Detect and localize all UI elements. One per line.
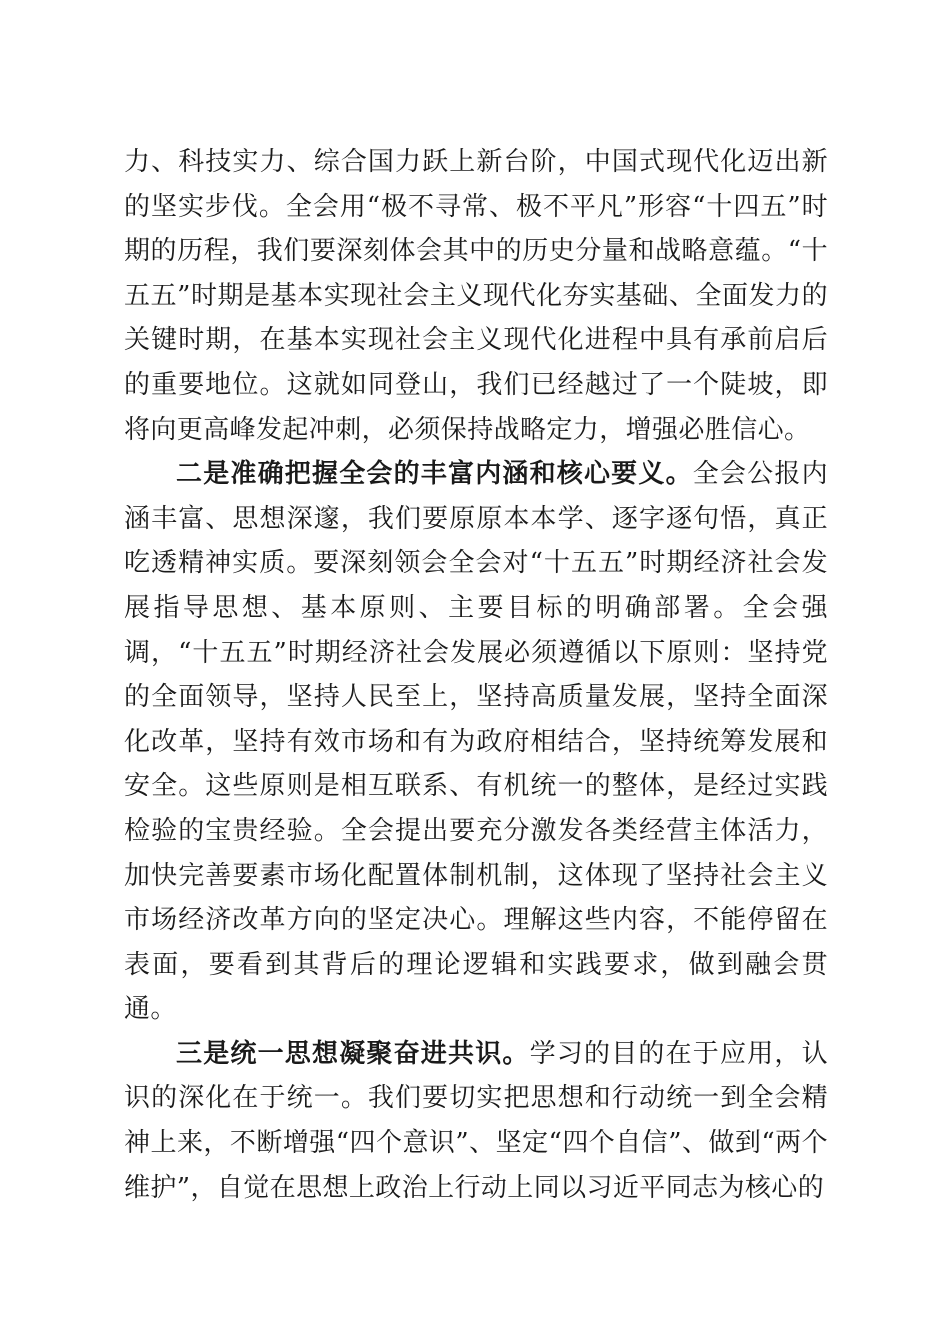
paragraph-lead-heading: 二是准确把握全会的丰富内涵和核心要义。 bbox=[176, 459, 693, 490]
paragraph-text: 全会公报内涵丰富、思想深邃，我们要原原本本学、逐字逐句悟，真正吃透精神实质。要深刻领会全会对“十五五”时期经济社会发展指导思想、基本原则、主要目标的明确部署。全会强调，“十五五”时期经济社会发展必须遵循以下原则：坚持党的全面领导，坚持人民至上，坚持高质量发展，坚持全面深化改革，坚持有效市场和有为政府相结合，坚持统筹发展和安全。这些原则是相互联系、有机统一的整体，是经过实践检验的宝贵经验。全会提出要充分激发各类经营主体活力，加快完善要素市场化配置体制机制，这体现了坚持社会主义市场经济改革方向的坚定决心。理解这些内容，不能停留在表面，要看到其背后的理论逻辑和实践要求，做到融会贯通。 bbox=[124, 459, 828, 1025]
paragraph-point-two bbox=[124, 452, 828, 1032]
paragraph-lead-heading: 三是统一思想凝聚奋进共识。 bbox=[176, 1038, 530, 1069]
paragraph-text: 力、科技实力、综合国力跃上新台阶，中国式现代化迈出新的坚实步伐。全会用“极不寻常、极不平凡”形容“十四五”时期的历程，我们要深刻体会其中的历史分量和战略意蕴。“十五五”时期是基本实现社会主义现代化夯实基础、全面发力的关键时期，在基本实现社会主义现代化进程中具有承前启后的重要地位。这就如同登山，我们已经越过了一个陡坡，即将向更高峰发起冲刺，必须保持战略定力，增强必胜信心。 bbox=[124, 147, 828, 445]
document-body bbox=[124, 140, 828, 1210]
paragraph-point-three bbox=[124, 1032, 828, 1210]
paragraph-text: 学习的目的在于应用，认识的深化在于统一。我们要切实把思想和行动统一到全会精神上来，不断增强“四个意识”、坚定“四个自信”、做到“两个维护”，自觉在思想上政治上行动上同以习近平同志为核心的 bbox=[124, 1038, 829, 1203]
paragraph-continuation bbox=[124, 140, 828, 452]
